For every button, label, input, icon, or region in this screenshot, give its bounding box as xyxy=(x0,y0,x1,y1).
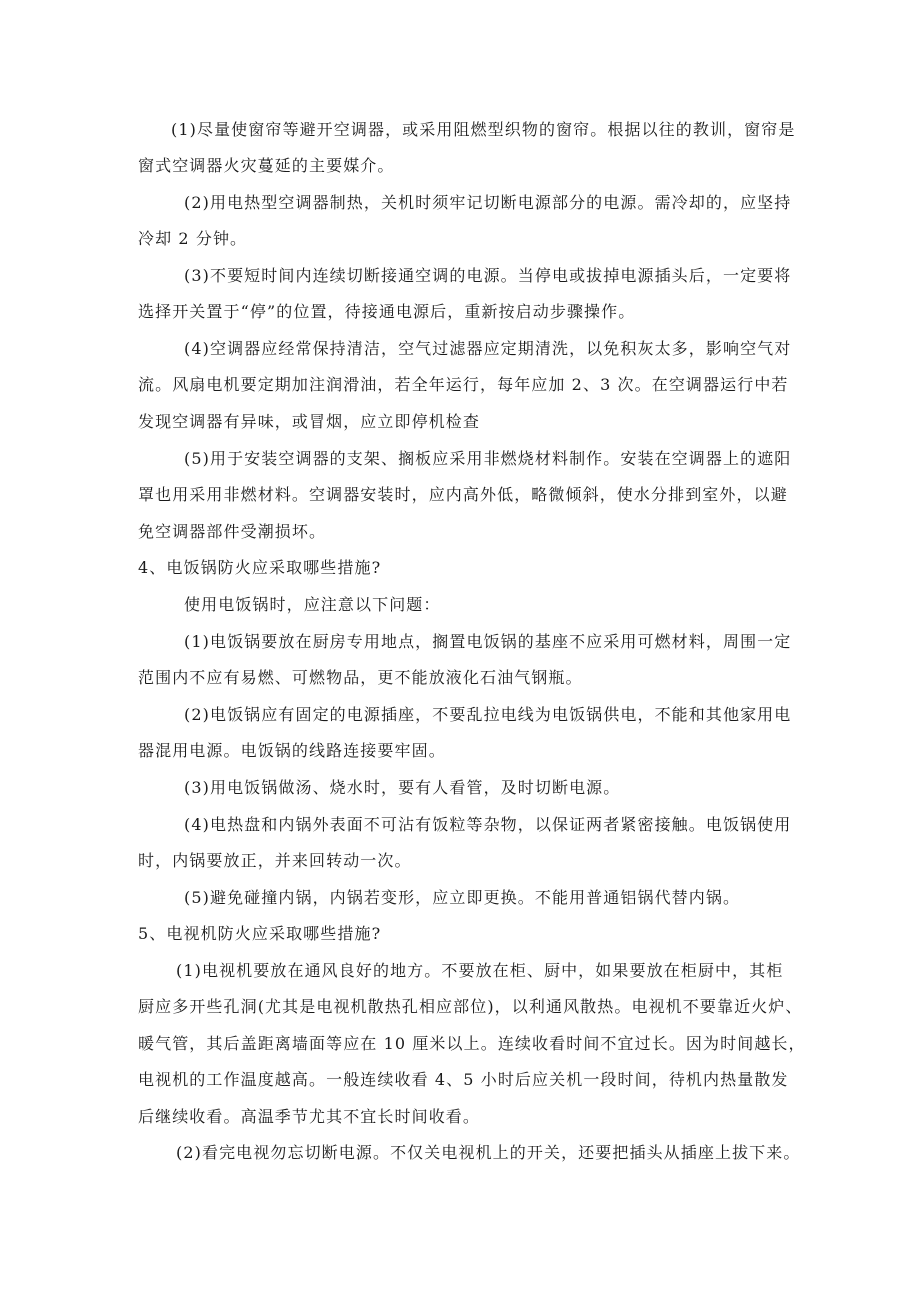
text-line: (1)电视机要放在通风良好的地方。不要放在柜、厨中，如果要放在柜厨中，其柜 xyxy=(176,961,784,980)
text-line: (5)用于安装空调器的支架、搁板应采用非燃烧材料制作。安装在空调器上的遮阳 xyxy=(184,449,792,468)
text-line: (3)不要短时间内连续切断接通空调的电源。当停电或拔掉电源插头后，一定要将 xyxy=(184,266,792,285)
text-line: (2)看完电视勿忘切断电源。不仅关电视机上的开关，还要把插头从插座上拔下来。 xyxy=(176,1143,801,1162)
text-line: (3)用电饭锅做汤、烧水时，要有人看管，及时切断电源。 xyxy=(184,778,621,797)
text-line: 免空调器部件受潮损坏。 xyxy=(138,522,327,541)
text-line: 暖气管，其后盖距离墙面等应在 10 厘米以上。连续收看时间不宜过长。因为时间越长， xyxy=(138,1034,806,1053)
text-line: (4)电热盘和内锅外表面不可沾有饭粒等杂物，以保证两者紧密接触。电饭锅使用 xyxy=(184,815,792,834)
section-heading-tv: 5、电视机防火应采取哪些措施? xyxy=(138,924,382,943)
text-line: 厨应多开些孔洞(尤其是电视机散热孔相应部位)，以利通风散热。电视机不要靠近火炉、 xyxy=(138,997,803,1016)
text-line: 范围内不应有易燃、可燃物品，更不能放液化石油气钢瓶。 xyxy=(138,668,583,687)
text-line: 后继续收看。高温季节尤其不宜长时间收看。 xyxy=(138,1107,481,1126)
text-line: 选择开关置于“停”的位置，待接通电源后，重新按启动步骤操作。 xyxy=(138,302,636,321)
text-line: (4)空调器应经常保持清洁，空气过滤器应定期清洗，以免积灰太多，影响空气对 xyxy=(184,339,792,358)
text-line: (2)用电热型空调器制热，关机时须牢记切断电源部分的电源。需冷却的，应坚持 xyxy=(184,193,792,212)
text-line: (1)电饭锅要放在厨房专用地点，搁置电饭锅的基座不应采用可燃材料，周围一定 xyxy=(184,632,792,651)
text-line: 罩也用采用非燃材料。空调器安装时，应内高外低，略微倾斜，使水分排到室外，以避 xyxy=(138,485,788,504)
text-line: 发现空调器有异味，或冒烟，应立即停机检查 xyxy=(138,412,481,431)
text-line: (5)避免碰撞内锅，内锅若变形，应立即更换。不能用普通铝锅代替内锅。 xyxy=(184,888,741,907)
text-line: (1)尽量使窗帘等避开空调器，或采用阻燃型织物的窗帘。根据以往的教训，窗帘是 xyxy=(171,120,796,139)
text-line: 窗式空调器火灾蔓延的主要媒介。 xyxy=(138,156,395,175)
text-line: 电视机的工作温度越高。一般连续收看 4、5 小时后应关机一段时间，待机内热量散发 xyxy=(138,1070,789,1089)
text-line: 流。风扇电机要定期加注润滑油，若全年运行，每年应加 2、3 次。在空调器运行中若 xyxy=(138,375,789,394)
text-line: (2)电饭锅应有固定的电源插座，不要乱拉电线为电饭锅供电，不能和其他家用电 xyxy=(184,705,792,724)
text-line: 冷却 2 分钟。 xyxy=(138,229,248,248)
section-heading-rice-cooker: 4、电饭锅防火应采取哪些措施? xyxy=(138,558,382,577)
section-intro-rice-cooker: 使用电饭锅时，应注意以下问题： xyxy=(184,595,441,614)
text-line: 器混用电源。电饭锅的线路连接要牢固。 xyxy=(138,741,446,760)
text-line: 时，内锅要放正，并来回转动一次。 xyxy=(138,851,412,870)
